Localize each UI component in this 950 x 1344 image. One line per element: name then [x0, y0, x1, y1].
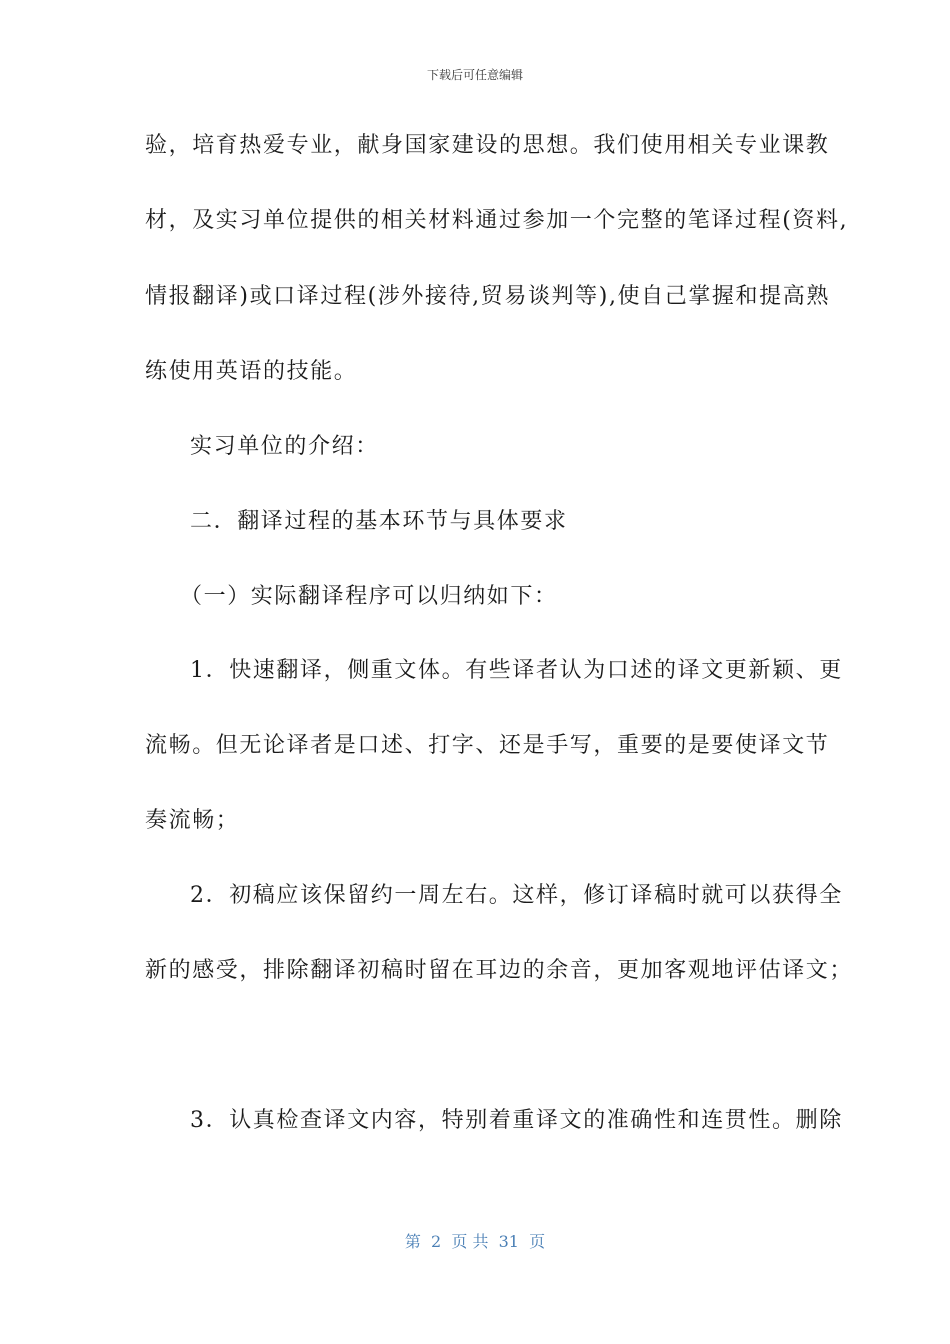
body-line: 情报翻译)或口译过程(涉外接待,贸易谈判等),使自己掌握和提高熟: [145, 284, 830, 309]
page-header: 下载后可任意编辑: [426, 68, 523, 82]
body-line: 3．认真检查译文内容，特别着重译文的准确性和连贯性。删除: [190, 1108, 843, 1133]
body-line: 奏流畅；: [145, 808, 240, 833]
page-footer: 第 2 页 共 31 页: [404, 1232, 546, 1251]
body-line: 2．初稿应该保留约一周左右。这样，修订译稿时就可以获得全: [190, 883, 843, 908]
body-line: 验，培育热爱专业，献身国家建设的思想。我们使用相关专业课教: [145, 133, 830, 158]
body-line: 练使用英语的技能。: [145, 359, 358, 384]
body-line: 材，及实习单位提供的相关材料通过参加一个完整的笔译过程(资料,: [145, 208, 849, 233]
body-line: 实习单位的介绍：: [190, 434, 379, 459]
subsection-heading: （一）实际翻译程序可以归纳如下：: [180, 584, 558, 609]
body-line: 1．快速翻译，侧重文体。有些译者认为口述的译文更新颖、更: [190, 658, 843, 683]
section-heading: 二．翻译过程的基本环节与具体要求: [190, 509, 568, 534]
body-line: 流畅。但无论译者是口述、打字、还是手写，重要的是要使译文节: [145, 733, 830, 758]
body-line: 新的感受，排除翻译初稿时留在耳边的余音，更加客观地评估译文；: [145, 958, 854, 983]
